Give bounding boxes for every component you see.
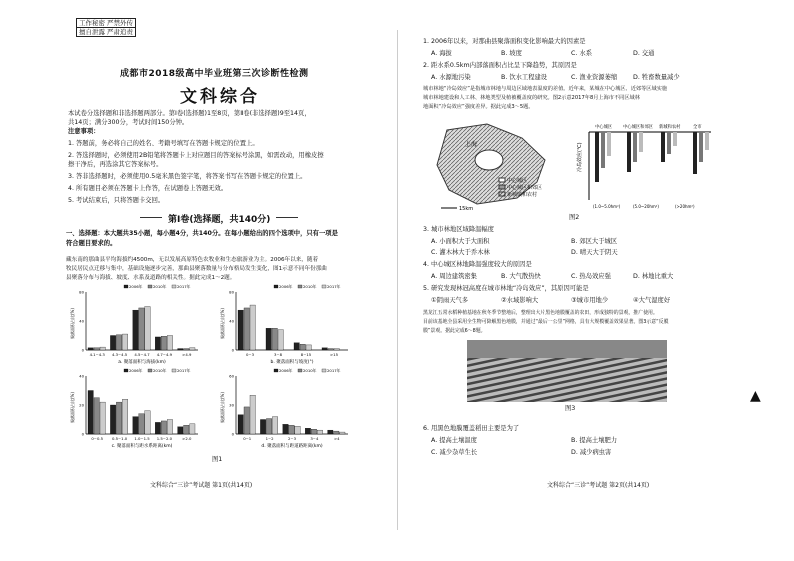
bar <box>116 335 121 350</box>
bar <box>295 426 300 434</box>
bar <box>607 132 611 156</box>
bar <box>110 336 115 351</box>
legend-swatch <box>322 369 326 372</box>
bar <box>139 308 144 350</box>
bar <box>238 415 243 434</box>
y-tick-label: 0 <box>81 431 84 437</box>
option: D. 晴天大于阴天 <box>571 249 618 256</box>
x-tick-label: 4.7~4.9 <box>156 352 173 357</box>
map-center-zone <box>475 150 503 170</box>
bar <box>110 405 115 434</box>
confidential-stamp <box>76 18 136 37</box>
bar <box>693 132 697 174</box>
legend-label: 2006年 <box>129 284 143 289</box>
y-tick-label: 0 <box>231 431 234 437</box>
bar <box>266 419 271 434</box>
legend-swatch <box>298 285 302 288</box>
bar <box>272 417 277 434</box>
bar <box>272 328 277 350</box>
question-stem: 2. 距水系0.5km内部落面积占比呈下降趋势，其原因是 <box>423 62 577 69</box>
x-tick-label: >4 <box>333 436 340 441</box>
bar <box>88 391 93 435</box>
bar <box>155 337 160 350</box>
legend-label: 2006年 <box>279 284 293 289</box>
passage-line: 目前该基地全县采用全生物可降解黑色地膜，并通过“最后一公里”网格，具有大规模覆盖效果显著。图3示意“反膜 <box>423 319 669 325</box>
option: A. 小面积大于大面积 <box>431 238 490 245</box>
question-stem: 4. 中心城区林地降温强度较大的原因是 <box>423 261 532 268</box>
map-legend-item: 新城镇和农村 <box>507 192 538 198</box>
bar <box>145 411 150 434</box>
bar <box>317 430 322 434</box>
bar <box>300 344 305 350</box>
bar <box>145 307 150 351</box>
x-tick-label: 1~2 <box>265 436 274 441</box>
legend-label: 2010年 <box>303 284 317 289</box>
bar <box>100 402 105 434</box>
instruction-line: 1. 答题前，务必将自己的姓名、考籍号填写在答题卡规定的位置上。 <box>68 140 259 147</box>
bar <box>699 132 703 162</box>
stamp-line: 擅自泄露 严肃追责 <box>78 28 134 36</box>
option: C. 水系 <box>571 50 592 57</box>
map-legend-item: 中心城区和郊区 <box>507 185 543 191</box>
x-tick-label: 8~15 <box>300 352 312 357</box>
option: D. 减少病虫害 <box>571 449 612 456</box>
option: B. 大气散热快 <box>501 273 541 280</box>
bar <box>667 132 671 154</box>
bar <box>94 398 99 434</box>
y-tick-label: 20 <box>79 402 84 408</box>
x-tick-label: 0~0.5 <box>91 436 104 441</box>
bar <box>88 348 93 350</box>
bar <box>122 334 127 350</box>
x-tick-label: 1.5~2.0 <box>156 436 173 441</box>
section-heading: 第Ⅰ卷(选择题，共140分) <box>168 212 270 225</box>
cold-island-chart <box>575 120 715 212</box>
x-tick-label: 4.3~4.5 <box>111 352 128 357</box>
question-stem: 1. 2006年以来，对那曲县聚落面积变化影响最大的因素是 <box>423 38 586 45</box>
region-label: 中心城区和郊区 <box>623 125 654 130</box>
legend-label: 2010年 <box>153 368 167 373</box>
y-tick-label: 30 <box>229 402 234 408</box>
bar <box>305 428 310 434</box>
legend-swatch <box>172 285 176 288</box>
bar <box>661 132 665 162</box>
instruction-line: 本试卷分选择题和非选择题两部分。第Ⅰ卷(选择题)1至8页，第Ⅱ卷(非选择题)9至14页， <box>68 110 311 117</box>
bar <box>278 330 283 350</box>
legend-swatch <box>124 285 128 288</box>
option: A. 海拔 <box>431 50 452 57</box>
bar <box>639 132 643 152</box>
x-tick-label: 0.5~1.0 <box>111 436 128 441</box>
option: B. 坡度 <box>501 50 522 57</box>
x-tick-label: 2~3 <box>287 436 297 441</box>
chevron-up-icon[interactable]: ▲ <box>750 388 761 404</box>
mcq-instruction: 符合题目要求的。 <box>66 240 117 247</box>
legend-swatch <box>124 369 128 372</box>
option: ④大气湿度好 <box>633 297 671 304</box>
legend-label: 2017年 <box>327 284 341 289</box>
bar <box>100 347 105 350</box>
instruction-line: 共14页；满分300分，考试时间150分钟。 <box>68 119 189 126</box>
bar <box>311 429 316 434</box>
x-tick-label: 3~8 <box>273 352 283 357</box>
x-tick-label: 1.0~1.5 <box>134 436 150 441</box>
bar <box>334 349 339 350</box>
region-label: 中心城区 <box>595 125 613 130</box>
photo-sky <box>467 340 667 358</box>
bar <box>673 132 677 146</box>
bar <box>601 132 605 168</box>
shanghai-map <box>427 120 567 212</box>
legend-label: 2006年 <box>129 368 143 373</box>
figure-caption: 图1 <box>212 456 223 463</box>
x-tick-label: 3~4 <box>310 436 319 441</box>
bar <box>190 424 195 434</box>
map-label: 上海 <box>465 141 478 148</box>
map-scale: 15km <box>459 206 474 212</box>
bar <box>155 422 160 434</box>
bar <box>238 310 243 350</box>
y-axis-label: 冷岛效应(℃) <box>577 142 583 172</box>
y-tick-label: 60 <box>229 373 234 379</box>
bar <box>260 420 265 435</box>
legend-swatch <box>172 369 176 372</box>
bar <box>595 132 599 182</box>
legend-swatch <box>322 285 326 288</box>
legend-label: 2017年 <box>177 284 191 289</box>
instruction-line: 2. 答选择题时，必须使用2B铅笔将答题卡上对应题目的答案标号涂黑，如需改动，用橡皮擦 <box>68 152 324 159</box>
y-tick-label: 0 <box>81 347 84 353</box>
bar <box>328 349 333 350</box>
option: C. 减少杂草生长 <box>431 449 478 456</box>
y-tick-label: 40 <box>79 318 84 324</box>
y-tick-label: 80 <box>79 289 84 295</box>
bar <box>161 421 166 434</box>
bar <box>244 308 249 350</box>
x-tick-label: >4.9 <box>182 352 192 357</box>
bar <box>167 336 172 351</box>
bar <box>250 305 255 350</box>
x-tick-label: 4.5~4.7 <box>134 352 150 357</box>
bar <box>184 349 189 350</box>
passage-line: 藏东南的那曲县平均海拔约4500m，无以发展高原特色农牧业和生态旅游业为主。2006年以来，随着 <box>66 257 319 263</box>
bar <box>250 395 255 434</box>
legend-swatch <box>298 369 302 372</box>
figure-caption: 图3 <box>565 405 576 412</box>
bar <box>283 424 288 434</box>
right-page <box>397 0 794 561</box>
region-label: 新城和农村 <box>659 125 681 130</box>
bar <box>133 310 138 350</box>
question-stem: 3. 城市林地区域降温幅度 <box>423 226 494 233</box>
bar <box>705 132 709 150</box>
instruction-line: 注意事项： <box>68 128 100 135</box>
field-photo <box>467 340 667 402</box>
bar <box>627 132 631 172</box>
y-axis-label: 聚落面积占比(%) <box>70 308 75 339</box>
bar <box>322 348 327 350</box>
y-axis-label: 聚落面积占比(%) <box>220 392 225 423</box>
x-tick: (5.0~20hm²) <box>633 204 659 209</box>
chart-title: d. 聚落面积与距道路距离(km) <box>261 444 323 449</box>
passage-line: 城市林地建设和人工林、林地类型及植被覆盖度的研究。图2示意2017年8月上海市不同区域林 <box>423 95 640 101</box>
option: ③城市用地少 <box>571 297 609 304</box>
x-tick: (1.0~5.0hm²) <box>593 204 621 209</box>
subject-title: 文科综合 <box>180 87 260 107</box>
question-stem: 5. 研究发现林冠高度在城市林地“冷岛效应”，其原因可能是 <box>423 285 589 292</box>
y-axis-label: 聚落面积占比(%) <box>70 392 75 423</box>
bar <box>294 343 299 350</box>
passage-line: 城市林地“冷岛效应”是指城市林地与周边区域地表温度的差值。近年来，某城在中心城区、近郊等区域实施 <box>423 86 668 92</box>
bar <box>633 132 637 162</box>
option: A. 提高土壤温度 <box>431 437 477 444</box>
bar <box>94 348 99 350</box>
option: C. 渔业资源萎缩 <box>571 74 618 81</box>
instruction-line: 4. 所有题目必须在答题卡上作答，在试题卷上答题无效。 <box>68 185 228 192</box>
photo-fields <box>467 358 667 402</box>
bar <box>133 417 138 434</box>
bar <box>190 348 195 350</box>
mcq-instruction: 一、选择题：本大题共35小题，每小题4分，共140分。在每小题给出的四个选项中，只有一项是 <box>66 230 338 237</box>
passage-line: 膜”景观。据此完成6～8题。 <box>423 328 486 334</box>
bar <box>122 399 127 434</box>
x-tick-label: 4.1~4.3 <box>89 352 105 357</box>
legend-label: 2006年 <box>279 368 293 373</box>
instruction-line: 擦干净后，再选涂其它答案标号。 <box>68 161 163 168</box>
x-tick-label: 0~3 <box>245 352 255 357</box>
instruction-line: 3. 答非选择题时，必须使用0.5毫米黑色签字笔，将答案书写在答题卡规定的位置上。 <box>68 173 307 180</box>
figure-1-charts <box>66 284 366 454</box>
x-tick-label: >2.0 <box>182 436 192 441</box>
option: D. 林地比重大 <box>633 273 674 280</box>
bar <box>334 431 339 434</box>
x-tick-label: >15 <box>329 352 339 357</box>
page-footer: 文科综合“三诊”考试题 第1页(共14页) <box>150 482 253 489</box>
x-tick-label: 0~1 <box>243 436 252 441</box>
option: ②水域影响大 <box>501 297 539 304</box>
legend-label: 2010年 <box>303 368 317 373</box>
bar <box>328 430 333 434</box>
figure-caption: 图2 <box>569 214 580 221</box>
legend-label: 2010年 <box>153 284 167 289</box>
stamp-line: 工作秘密 严禁外传 <box>78 19 134 27</box>
bar <box>184 425 189 434</box>
y-tick-label: 0 <box>231 347 234 353</box>
region-label: 全市 <box>693 125 702 130</box>
option: B. 饮水工程建设 <box>501 74 548 81</box>
option: D. 交通 <box>633 50 655 57</box>
legend-swatch <box>148 285 152 288</box>
option: A. 周边建筑密集 <box>431 273 477 280</box>
bar <box>306 345 311 350</box>
map-legend-item: 中心城区 <box>507 178 528 184</box>
page-footer: 文科综合“三诊”考试题 第2页(共14页) <box>547 482 650 489</box>
option: B. 郊区大于城区 <box>571 238 618 245</box>
passage-line: 地面积“冷岛效应”强度差异。据此完成3～5题。 <box>423 104 534 110</box>
chart-title: a. 聚落面积与海拔(km) <box>118 360 166 365</box>
bar <box>161 336 166 350</box>
legend-label: 2017年 <box>177 368 191 373</box>
bar <box>178 349 183 350</box>
y-tick-label: 80 <box>229 289 234 295</box>
exam-title: 成都市2018级高中毕业班第三次诊断性检测 <box>120 69 309 79</box>
instruction-line: 5. 考试结束后，只将答题卡交回。 <box>68 197 165 204</box>
bar <box>167 420 172 435</box>
legend-swatch <box>148 369 152 372</box>
bar <box>244 407 249 434</box>
y-tick-label: 40 <box>79 373 84 379</box>
bar <box>116 402 121 434</box>
option: ①阴雨天气多 <box>431 297 469 304</box>
chart-title: c. 聚落面积与距水系距离(km) <box>111 444 173 449</box>
bar <box>340 432 345 434</box>
passage-line: 县聚落分布与海拔、坡度、水系及道路的相关性。据此完成1～2题。 <box>66 275 236 281</box>
bar <box>289 425 294 434</box>
legend-swatch <box>274 285 278 288</box>
bar <box>139 414 144 434</box>
passage-line: 牧民居民点迁移与集中，基础设施逐步完善，那曲县聚落数量与分布格局发生变化，图1示意不同年份那曲 <box>66 266 327 272</box>
legend-swatch <box>274 369 278 372</box>
chart-title: b. 聚落面积与坡度(°) <box>270 360 314 365</box>
x-tick: (>20hm²) <box>675 204 695 209</box>
bar <box>266 328 271 350</box>
option: A. 水源地污染 <box>431 74 471 81</box>
y-axis-label: 聚落面积占比(%) <box>220 308 225 339</box>
option: D. 牲畜数量减少 <box>633 74 680 81</box>
legend-label: 2017年 <box>327 368 341 373</box>
option: C. 灌木林大于乔木林 <box>431 249 490 256</box>
passage-line: 黑龙江五常水稻种植基地在秋冬季节整地后，整理出大片黑色地膜覆盖的农田，形成独特的景观，推广使用。 <box>423 310 658 316</box>
y-tick-label: 40 <box>229 318 234 324</box>
bar <box>178 427 183 434</box>
option: C. 热岛效应强 <box>571 273 611 280</box>
option: B. 提高土壤肥力 <box>571 437 618 444</box>
question-stem: 6. 用黑色地膜覆盖稻田主要是为了 <box>423 425 520 432</box>
